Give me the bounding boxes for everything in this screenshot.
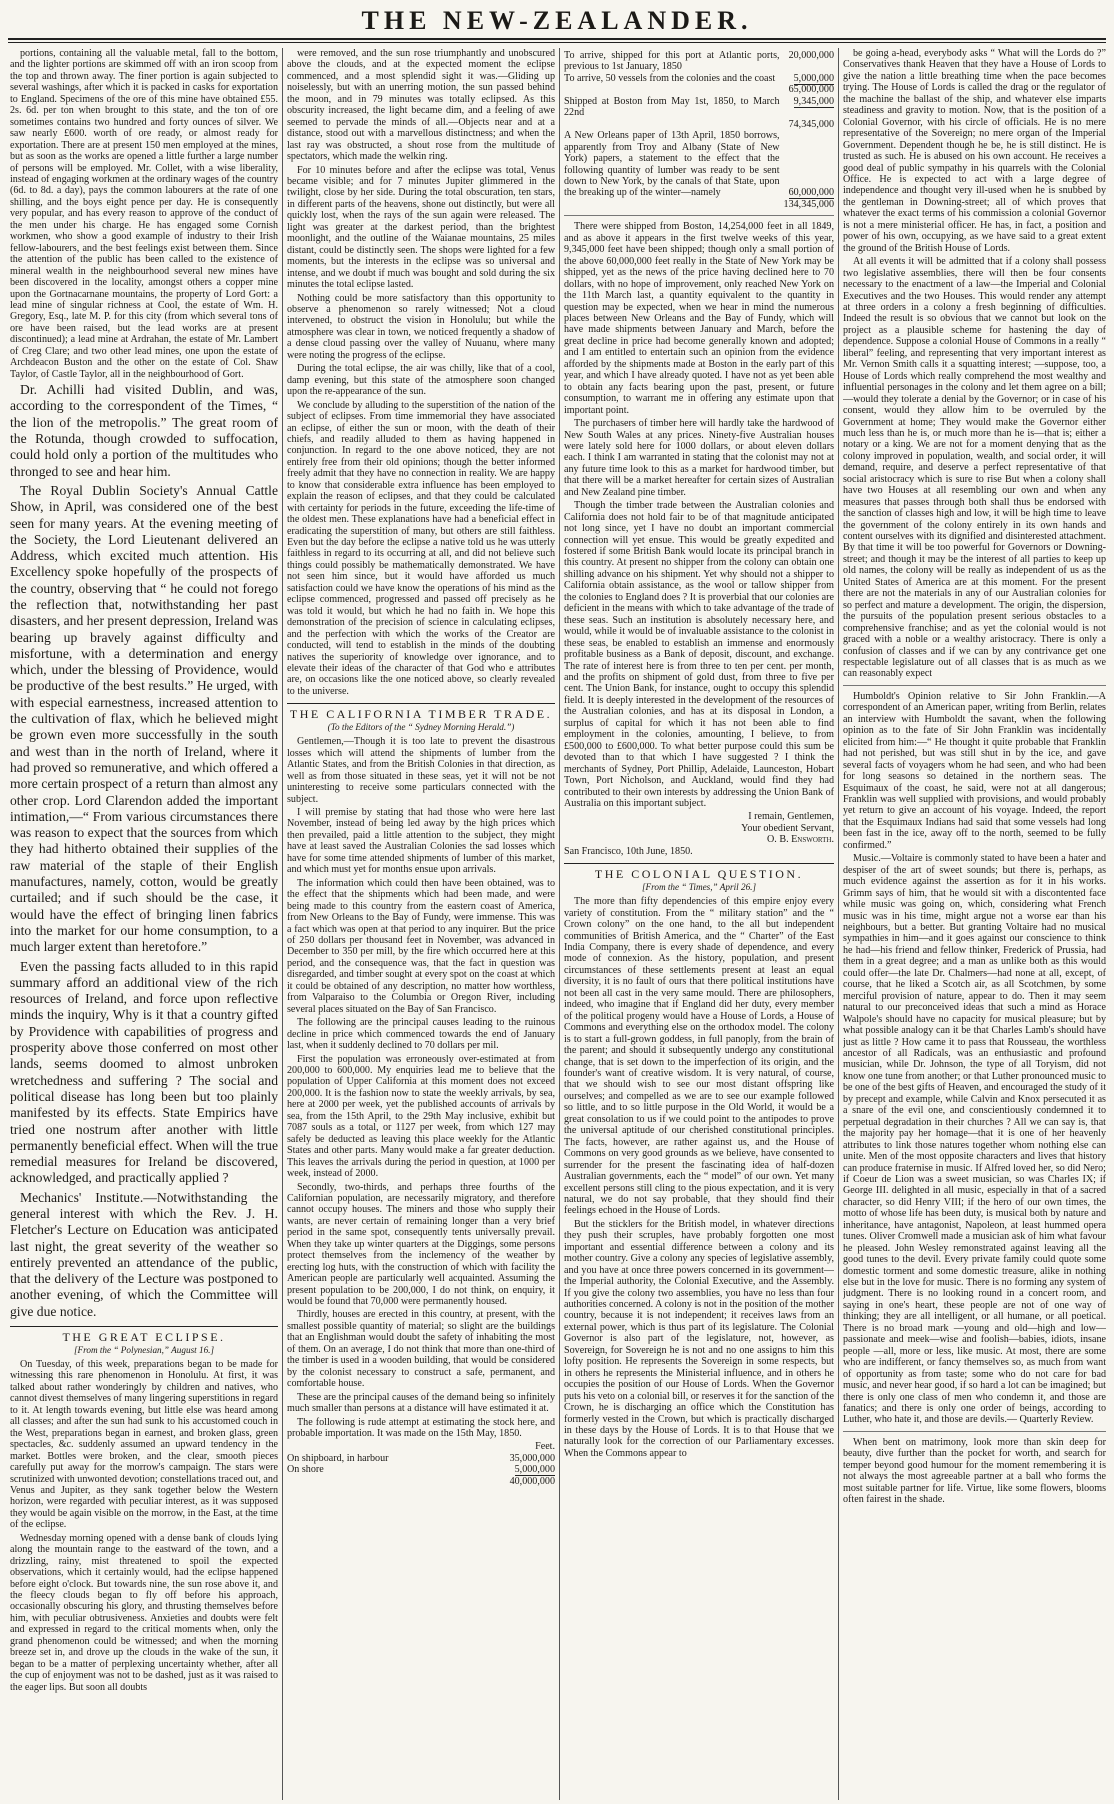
article-paragraph: Gentlemen,—Though it is too late to prevent the disastrous losses which will attend the shipments of lumber from the Atlantic States, and from the British Colonies in that direction, as well as from those situated in these seas, yet it will not be not uninteresting to receive some particulars connected with the subject. [287, 736, 555, 805]
article-paragraph: But the sticklers for the British model, in whatever directions they push their scruples, have probably forgotten one most important and essential difference between a colony and its mother country. Give a colony any species of legislative assembly, and you have at once three powers concerned in its government—the Imperial authority, the Colonial Executive, and the Assembly. If you give the colony two assemblies, you have no less than four authorities concerned. A colony is not in the position of the mother country, because it is not independent; it receives laws from an external power, which is thus part of its legislature. The Colonial Governor is also part of the legislature, not, however, as Sovereign, for Sovereign he is not and no one assigns to him this lofty position. He represents the Sovereign in some respects, but in others he represents the Ministerial influence, and in others he occupies the position of our House of Lords. When the Governor puts his veto on a colonial bill, or reserves it for the sanction of the Crown, he is discharging an office which the Constitution has formerly vested in the Crown, but which is practically discharged in these days by the House of Lords. It is to that House that we naturally look for the correction of our Parliamentary excesses. When the Commons appear to [564, 1218, 834, 1459]
divider [843, 1431, 1106, 1432]
article-paragraph: were removed, and the sun rose triumphantly and unobscured above the clouds, and at the expected moment the eclipse commenced, and a most splendid sight it was.—Gliding up noiselessly, but with an unerring motion, the sun passed behind the moon, and in 79 minutes was totally eclipsed. As this obscurity increased, the light became dim, and a feeling of awe seemed to pervade the minds of all.—Objects near and at a distance, stood out with a marvellous distinctness; and when the last ray was obstructed, a shout rose from the multitude of spectators, which made the welkin ring. [287, 48, 555, 163]
article-paragraph: Music.—Voltaire is commonly stated to have been a hater and despiser of the art of sweet sounds; but there is, perhaps, as much evidence against the assertion as for it in his works. Grimm says of him, that he would sit with a discontented face while music was going on, which, considering what French music was in his time, might argue not a worse ear than his neighbours, but a better. But granting Voltaire had no musical sympathies in him—and it goes against our conscience to think he had—his friend and fellow thinker, Frederick of Prussia, had them in a great degree; and a man as unlike both as this would could offer—the late Dr. Chalmers—had none at all, except, of course, that he liked a Scotch air, as all Scotchmen, by some merciful provision of nature, appear to do. Then it may seem natural to our preconceived ideas that such a mind as Horace Walpole's should have no capacity for musical pleasure; but by what possible analogy can it be that Charles Lamb's should have just as little ? How came it to pass that Rousseau, the worthless ancestor of all Radicals, was an enthusiastic and profound musician, while Dr. Johnson, the type of all Toryism, did not know one tune from another; or that Luther pronounced music to be one of the best gifts of Heaven, and encouraged the study of it by precept and example, while Calvin and Knox persecuted it as a snare of the evil one, and conscientiously condemned it to perpetual degradation in their churches ? All we can say is, that the majority pay her homage—that it is one of her heavenly attributes to link those natures together whom nothing else can unite. Men of the most opposite characters and lives that history can produce fraternise in music. If Alfred loved her, so did Nero; if Coeur de Lion was a sweet musician, so was Charles IX; if George III. delighted in all music, especially in that of a sacred character, so did Henry VIII; if the hero of our own times, the motto of whose life has been duty, is musical both by nature and inheritance, have antagonist, Napoleon, at least hummed opera tunes. Oliver Cromwell made a musician ask of him what favour he pleased. John Wesley remonstrated against leaving all the good tunes to the devil. Every private family could quote some domestic torment and some domestic treasure, alike in nothing else but in the love for music. There is no forming any system of judgment. There is no looking round in a concert room, and saying in one's heart, these people are not of one way of thinking; they are all intelligent, or all humane, or all poetical. There is no broad mark —young and old—high and low—passionate and meek—wise and foolish—babies, idiots, insane people —all, more or less, like music. At most, there are some who are indifferent, or fancy themselves so, as much from want of opportunity as from taste; some who do not care for bad music, and never hear good, if so hard a lot can be imagined; but there is only one class of men who condemn it, and those are fanatics; and there is only one order of beings, according to Luther, who hate it, and those are devils.— Quarterly Review. [843, 853, 1106, 1426]
article-paragraph: There were shipped from Boston, 14,254,000 feet in all 1849, and as above it appears in the first twelve weeks of this year, 9,345,000 feet have been shipped; though only a small portion of the above 60,000,000 feet really in the State of New York may be shipped, yet as the news of the price having declined here to 70 dollars, with no hope of improvement, only reached New York on the 11th March last, a quantity equivalent to the quantity in question may be expected, when we hear in mind the numerous places between New Orleans and the Bay of Fundy, which will have made shipments between January and March, before the great decline in price had become generally known and adopted; and I am entitled to entertain such an opinion from the evidence afforded by the shipments made at Boston in the early part of this year, and which I have already quoted. I have not as yet been able to obtain any facts bearing upon the past, present, or future consumption, to warrant me in offering any estimate upon that important point. [564, 221, 834, 416]
row-value: 5,000,000 [514, 1464, 555, 1476]
summary-section [10, 382, 278, 1320]
table-row [564, 130, 834, 199]
article-title-timber: THE CALIFORNIA TIMBER TRADE. [287, 703, 555, 720]
row-label: On shipboard, in harbour [287, 1452, 389, 1464]
article-paragraph: Mechanics' Institute.—Notwithstanding the general interest with which the Rev. J. H. Fletcher's Lecture on Education was anticipated last night, the great severity of the weather so entirely prevented an attendance of the public, that the delivery of the Lecture was postponed to another evening, of which the Committee will give due notice. [10, 1189, 278, 1319]
article-paragraph: These are the principal causes of the demand being so infinitely much smaller than persons at a distance will have estimated it at. [287, 1391, 555, 1415]
table-row [287, 1441, 555, 1452]
article-paragraph: For 10 minutes before and after the eclipse was total, Venus became visible; and for 7 minutes Jupiter glimmered in the twilight, close by her side. During the total obscuration, ten stars, in different parts of the heavens, shone out distinctly, but were all quickly lost, when the rays of the sun again were released. The light was greater at the darkest period, than the brightest moonlight, and the outline of the Waianae mountains, 25 miles distant, could be distinctly seen. The shops were lighted for a few moments, but the interests in the eclipse was so universal and intense, and we doubt if much was bought and sold during the six minutes the total eclipse lasted. [287, 164, 555, 291]
masthead-rule-thin [8, 42, 1106, 43]
row-subtotal: 65,000,000 [788, 84, 834, 96]
column-divider [838, 48, 839, 1800]
divider [564, 215, 834, 216]
article-paragraph: The information which could then have been obtained, was to the effect that the shipments which had been made, and were being made to this country from the eastern coast of America, from New Orleans to the Bay of Fundy, were immense. This was a fact which was open at that period to any inquirer. But the price of 250 dollars per thousand feet in November, was advanced in December to 350 per mill, by the fire which occurred here at this period, and the consequence was, that the fact in question was disregarded, and timber sought at every spot on the coast at which it could be obtained of any description, no matter how worthless, from Valparaiso to the Columbia or Oregon River, including several places situated on the Bay of San Francisco. [287, 877, 555, 1015]
signature-line: Your obedient Servant, [741, 822, 834, 834]
article-paragraph: Nothing could be more satisfactory than this opportunity to observe a phenomenon so rarely witnessed; Not a cloud intervened, to obstruct the vision in Honolulu; but while the atmosphere was clear in town, we noticed frequently a shadow of a dense cloud passing over the valley of Nuuanu, where many were noting the progress of the eclipse. [287, 292, 555, 361]
row-total: 134,345,000 [783, 198, 834, 210]
row-subtotal: 74,345,000 [788, 118, 834, 130]
row-value: 35,000,000 [509, 1452, 555, 1464]
article-paragraph: The following is rude attempt at estimating the stock here, and probable importation. It was made on the 15th May, 1850. [287, 1416, 555, 1440]
row-label: On shore [287, 1464, 324, 1476]
table-row [287, 1464, 555, 1475]
row-label: Shipped at Boston from May 1st, 1850, to March 22nd [564, 95, 780, 119]
article-paragraph: Wednesday morning opened with a dense bank of clouds lying along the mountain range to the eastward of the town, and a drizzling, rainy, mist threatened to spoil the expected observations, which it certainly would, had the eclipse happened before eight o'clock. But towards nine, the sun rose above it, and the fleecy clouds began to fly off before his approach, occasionally obscuring his glory, and thrusting themselves before him, with peculiar obtrusiveness. Anxieties and doubts were felt and expressed in regard to the critical moments when, only the grand phenomenon could be witnessed; and when the morning breeze set in, and drove up the clouds in the wake of the sun, it began to be a matter of perplexing uncertainty whether, after all the cup of enjoyment was not to be dashed, just as it was raised to the eager lips. But soon all doubts [10, 1532, 278, 1693]
masthead: THE NEW-ZEALANDER. [361, 6, 753, 35]
column-divider [559, 48, 560, 1800]
timber-arrivals-table [564, 50, 834, 210]
article-paragraph: When bent on matrimony, look more than skin deep for beauty, dive further than the pocket for worth, and search for temper beyond good humour for the moment remembering it is not always the most agreeable partner at a ball who forms the most suitable partner for life. Virtue, like some flowers, blooms often fairest in the shade. [843, 1436, 1106, 1506]
table-row [564, 84, 834, 95]
article-source: [From the “ Polynesian,” August 16.] [73, 1344, 215, 1355]
article-paragraph: We conclude by alluding to the superstition of the nation of the subject of eclipses. From time immemorial they have associated an eclipse, of either the sun or moon, with the death of their chiefs, and readily alluded to them as having happened in conjunction. In regard to the one above noticed, they are not entirely free from their old opinions; though the better informed freely admit that they have no connection in reality. We are happy to know that considerable extra influence has been employed to explain the reason of eclipses, and that they could be calculated with certainty for periods in the future, exceeding the life-time of the oldest men. These explanations have had a beneficial effect in eradicating the superstition of many, but others are still faithless. Even but the day before the eclipse a native told us he was utterly faithless in regard to its occurring at all, and did not believe such things could possibly be mathematically demonstrated. We have not seen him since, but it would have afforded us much satisfaction could we have know the operations of his mind as the eclipse commenced, progressed and passed off precisely as he was told it would, but which he had no faith in. We hope this demonstration of the precision of science in calculating eclipses, and the perfection with which the works of the Creator are conducted, will tend to establish in the minds of the doubting natives the superiority of knowledge over ignorance, and to elevate their ideas of the character of that God who e attributes are, on occasions like the one noticed above, so clearly revealed to the universe. [287, 399, 555, 697]
article-paragraph: On Tuesday, of this week, preparations began to be made for witnessing this rare phenomenon in Honolulu. At first, it was talked about rather wonderingly by children and natives, who cannot divest themselves of many lingering superstitions in regard to it. At length towards evening, but little else was heard among all classes; and after the sun had sunk to his accustomed couch in the West, preparations began in earnest, and broken glass, green spectacles, &c. suddenly assumed an upward tendency in the market. Bottles were broken, and the clear, smooth pieces carefully put away for the morrow's campaign. The stars were scrutinized with unwonted devotion; constellations traced out, and Venus and Jupiter, as they sank together below the Western horizon, were regarded with peculiar interest, as it was supposed they would be again visible on the morrow, in the East, at the time of the eclipse. [10, 1358, 278, 1531]
article-title-colonial: THE COLONIAL QUESTION. [564, 863, 834, 880]
row-value: 5,000,000 [793, 72, 834, 84]
row-label: To arrive, 50 vessels from the colonies and the coast [564, 72, 776, 84]
article-source: [From the “ Times,” April 26.] [641, 881, 757, 892]
table-row [287, 1476, 555, 1487]
table-row [564, 73, 834, 84]
article-source: (To the Editors of the “ Sydney Morning Herald.”) [327, 721, 515, 732]
table-row [564, 50, 834, 73]
table-row [564, 96, 834, 119]
article-paragraph: Dr. Achilli had visited Dublin, and was, according to the correspondent of the Times, “ the lion of the metropolis.” The great room of the Rotunda, though crowded to suffocation, could hold only a portion of the multitudes who thronged to see and hear him. [10, 382, 278, 479]
column-1 [10, 48, 278, 1798]
article-paragraph: The purchasers of timber here will hardly take the hardwood of New South Wales at any prices. Ninety-five Australian houses were lately sold here for 1000 dollars, or about eleven dollars each. I think I am warranted in stating that the colonist may not at any future time look to this as a market for hardwood timber, but that there will be a market hereafter for certain sizes of Australian and New Zealand pine timber. [564, 418, 834, 498]
row-value: 20,000,000 [788, 50, 834, 61]
article-paragraph: portions, containing all the valuable metal, fall to the bottom, and the lighter portions are skimmed off with an iron scoop from the top and thrown away. The finer portion is again subjected to several washings, after which it is packed in casks for exportation to England. Specimens of the ore of this mine have obtained £55. 2s. 6d. per ton when brought to this state, and the ton of ore sometimes contains two hundred and forty ounces of silver. We saw nearly £600. worth of ore ready, or almost ready for exportation. There are at present 150 men employed at the mines, but as soon as the works are opened a little further a large number of persons will be employed. Mr. Collet, with a wise liberality, instead of engaging workmen at the ordinary wages of the country (6d. to 8d. a day), pays the common labourers at the rate of one shilling, and the boys eight pence per day. He is consequently very popular, and has every reason to approve of the conduct of the men under his charge. He has engaged some Cornish workmen, who show a good example of industry to their Irish fellow-labourers, and the best feelings exist between them. Since the attention of the public has been called to the existence of mineral wealth in the neighbourhood several new mines have been discovered in the locality, amongst others a copper mine upon the Gortnacarnane mountains, the property of Lord Gort: a lead mine of singular richness at Cool, the estate of Wm. H. Gregory, Esq., late M. P. for this city (from which several tons of ore have been raised, but the lead works are at present discontinued); a lead mine at Ardrahan, the estate of Mr. Lambert of Creg Clare; and two other lead mines, one upon the estate of Archdeacon Buston and the other on the estate of Col. Shaw Taylor, of Castle Taylor, all in the neighbourhood of Gort. [10, 48, 278, 380]
article-paragraph: Though the timber trade between the Australian colonies and California does not hold fair to be of that magnitude anticipated not long since, yet I have no doubt an important commercial connection will yet ensue. This would be greatly expedited and fostered if some British Bank would locate its principal branch in this country. At present no shipper from the colony can obtain one shilling advance on his shipment. Yet why should not a shipper to California obtain assistance, as the wool or tallow shipper from the colonies to England does ? It is proverbial that our colonies are deficient in the means with which to take advantage of the trade of these seas. Such an institution is absolutely necessary here, and would, while it would be of invaluable assistance to the colonist in these seas, be enabled to establish an immense and enormously profitable business as a Bank of deposit, discount, and exchange. The rate of interest here is from three to ten per cent. per month, and the profits on shipment of gold dust, from three to five per cent. The Union Bank, for instance, ought to occupy this splendid field. It is deeply interested in the development of the resources of the Australian colonies, and has at its disposal in London, a surplus of capital for which it has not been able to find employment in the colonies, amounting, I believe, to from £500,000 to £600,000. To what better purpose could this sum be devoted than to that which I have suggested ? I think the merchants of Sydney, Port Phillip, Adelaide, Launceston, Hobart Town, Port Nicholson, and Auckland, would find they had contributed to their own interests by addressing the Union Bank of Australia on this important subject. [564, 500, 834, 809]
column-4 [843, 48, 1106, 1798]
row-value: 9,345,000 [793, 95, 834, 107]
signature-name: O. B. Ensworth. [767, 834, 834, 846]
signature-line: I remain, Gentlemen, [748, 811, 834, 823]
article-paragraph: I will premise by stating that had those who were here last November, instead of being led away by the high prices which then prevailed, paid a little attention to the subject, they might have at least saved the Australian Colonies the sad losses which have for some time attended shipments of lumber of this market, and which must yet for months ensue upon arrivals. [287, 807, 555, 876]
article-paragraph: Secondly, two-thirds, and perhaps three fourths of the Californian population, are necessarily migratory, and therefore cannot occupy houses. The miners and those who supply their wants, are never certain of remaining longer than a very brief period in the same spot, consequently tents universally prevail. When they take up winter quarters at the Diggings, some persons protect themselves from the inclemency of the weather by erecting log huts, with the construction of which with facility the American people are particularly well acquainted. Assuming the present population to be 200,000, I do not think, on enquiry, it would be found that 70,000 were permanently housed. [287, 1181, 555, 1308]
row-label: To arrive, shipped for this port at Atlantic ports, previous to 1st January, 1850 [564, 50, 780, 73]
article-paragraph: The Royal Dublin Society's Annual Cattle Show, in April, was considered one of the best seen for many years. At the evening meeting of the Society, the Lord Lieutenant delivered an Address, which excited much attention. His Excellency spoke hopefully of the prospects of the country, observing that “ he could not forego the reflection that, notwithstanding her past disasters, and her present depression, Ireland was bearing up bravely against difficulty and misfortune, with a determination and energy which, under the blessing of Providence, would be productive of the best results.” He urged, with with especial earnestness, increased attention to the cultivation of flax, which he believed might be grown even more successfully in the south and west than in the north of Ireland, where it had proved so remunerative, and which offered a more certain prospect of a return than almost any other crop. Lord Clarendon added the important intimation,—“ From various circumstances there was reason to expect that the sources from which they had hitherto obtained their supplies of the raw material of the staple of their English manufactures, namely, cotton, would be greatly curtailed; and if such should be the case, it would have the effect of bringing linen fabrics into the market for our home consumption, to a much larger extent than heretofore.” [10, 482, 278, 955]
article-paragraph: Thirdly, houses are erected in this country, at present, with the smallest possible quantity of material; so slight are the buildings that an Englishman would doubt the safety of inhabiting the most of them. On an average, I do not think that more than one-third of the timber is used in a wooden building, that would be considered by the colonist necessary to construct a safe, permanent, and comfortable house. [287, 1309, 555, 1390]
article-paragraph: At all events it will be admitted that if a colony shall possess two legislative assemblies, there will then be four consents necessary to the enactment of a law—the Imperial and Colonial Executives and the two Houses. This would render any attempt at three orders in a colony a fresh beginning of difficulties. Indeed the result is so obvious that we cannot but look on the project as a plausible scheme for hastening the day of dependence. Suppose a colonial House of Commons in a really “ liberal” feeling, and representing that very important interest as Mr. Vernon Smith calls it a squatting interest; —suppose, too, a House of Lords which really comprehend the most wealthy and influential personages in the colony and let them agree on a bill;—would they tolerate a denial by the Governor; or in case of his consent, would they allow him to be overruled by the Government at home; They would make the Governor either much less than he is, or much more than he is—that is; either a notary or a king. We are not for a moment denying that as the colony improved in population, wealth, and social order, it will demand, require, and deserve a perfect representative of that social aristocracy which is sure to rise But when a colony shall have two Houses at all resembling our own and when any measures that passes through both shall thus be endorsed with the sanction of classes high and low, it will be high time to leave the government of the colony entirely in its own hands and content ourselves with its dignified and disinterested attachment. By that time it will be too powerful for Governors or Downing-street; and though it may be the interest of all parties to keep up old names, the colony will be really as independent of us as the United States of America are at this moment. For the present there are not the materials in any of our Australian colonies for so perfect and mature a development. The origin, the dispersion, the pursuits of the population present serious obstacles to a comprehensive franchise; and as yet the colonial would is not graced with a noble or a wealthy aristocracy. There is only a confusion of classes and if we can by any contrivance get one respectable legislature out of all classes that is as much as we can reasonably expect [843, 256, 1106, 680]
table-row [564, 119, 834, 130]
article-paragraph: Humboldt's Opinion relative to Sir John Franklin.—A correspondent of an American paper, writing from Berlin, relates an interview with Humboldt the savant, when the following opinion as to the fate of Sir John Franklin was incidentally elicited from him:—“ He thought it quite probable that Franklin had not perished, but was still shut in by the ice, and gave several facts of voyagers whom he had seen, and who had been for long seasons so detained in the northern seas. The Esquimaux of the coast, he said, were not at all dangerous; Franklin was well supplied with provisions, and would probably yet return to give an account of his voyage. Indeed, the report that the Esquimaux Indians had said that some vessels had long been fast in the ice, away off to the north, seemed to be fully confirmed.” [843, 690, 1106, 851]
row-value: 60,000,000 [788, 187, 834, 199]
article-paragraph: The more than fifty dependencies of this empire enjoy every variety of constitution. From the “ military station” and the “ Crown colony” on the one hand, to the all but independent communities of British America, and the “ Charter” of the East India Company, there is every shade of dependence, and every mode of connexion. As the history, population, and present circumstances of these settlements present at least an equal diversity, it is no fault of ours that there political institutions have not been all cast in the very same mould. There are philosophers, indeed, who imagine that if England did her duty, every member of the political progeny would have a House of Lords, a House of Commons and everything else on the orthodox model. The colony is to start a full-grown goddess, in full panoply, from the brain of the parent; and should it subsequently undergo any constitutional change, that is set down to the imperfection of its origin, and the founder's want of creative wisdom. It is very natural, of course, that we should wish to see our most distant offspring like ourselves; and compelled as we are to see our example followed so little, and to so little purpose in the Old World, it would be a great consolation to us if we could point to the antipodes to prove the universal aptitude of our cherished constitutional principles. The facts, however, are rather against us, and the House of Commons on very good grounds as we believe, have consented to surrender for the present the fascinating idea of half-dozen Australian governments, each the “ model” of our own. Yet many excellent persons still cling to the pious expectation, and it is very natural, we do not say probable, that they should find their feelings echoed in the House of Lords. [564, 896, 834, 1217]
article-paragraph: The following are the principal causes leading to the ruinous decline in price which commenced towards the end of January last, when it suddenly declined to 70 dollars per mil. [287, 1017, 555, 1052]
timber-stock-table [287, 1441, 555, 1487]
masthead-rule [8, 38, 1106, 40]
column-divider [282, 48, 283, 1800]
dateline: San Francisco, 10th June, 1850. [564, 845, 693, 857]
article-title-eclipse: THE GREAT ECLIPSE. [10, 1326, 278, 1343]
row-total: 40,000,000 [509, 1475, 555, 1487]
article-paragraph: First the population was erroneously over-estimated at from 200,000 to 600,000. My enquiries lead me to believe that the population of Upper California at this moment does not exceed 200,000. It is the fashion now to state the weekly arrivals, by sea, here at 2000 per week, yet the published accounts of arrivals by sea, from the 15th April, to the 29th May inclusive, exhibit but 7087 souls as a total, or 1127 per week, from which 127 may safely be deducted as leaving this place weekly for the Atlantic States and other parts. Many would make a far greater deduction. This leaves the arrivals during the period in question, at 1000 per week, instead of 2000. [287, 1053, 555, 1180]
divider [843, 685, 1106, 686]
unit-header: Feet. [535, 1441, 555, 1453]
table-row [287, 1453, 555, 1464]
article-paragraph: be going a-head, everybody asks “ What will the Lords do ?” Conservatives thank Heaven that they have a House of Lords to give the nation a little breathing time when the pace becomes trying. The House of Lords is called the drag or the regulator of the machine the ballast of the ship, and whatever else imparts steadiness and gravity to motion. Now, that is the position of a Colonial Governor, with his circle of officials. He is no mere representative of the Sovereign; no mere organ of the Imperial Government. Dependent though he be, he is still distinct. He is trusted as such. He is abused on his own account. He receives a good deal of public sympathy in his quarrels with the Colonial Office. He is expected to act with a large degree of independence and thought very ill-used when he is snubbed by the gentleman in Downing-street; all of which proves that whatever the exact terms of his commission a colonial Governor is not a mere ministerial officer. He has, in fact, a position and power of his own, occupying, as we have said to a great extent the ground of the British House of Lords. [843, 48, 1106, 254]
column-3 [564, 48, 834, 1798]
row-label: A New Orleans paper of 13th April, 1850 borrows, apparently from Troy and Albany (State of New York) papers, a statement to the effect that the following quantity of lumber was ready to be sent down to New York, by the canals of that State, upon the breaking up of the winter—namely [564, 130, 780, 199]
article-paragraph: Even the passing facts alluded to in this rapid summary afford an additional view of the rich resources of Ireland, and force upon reflective minds the inquiry, Why is it that a country gifted by Providence with capabilities of progress and prosperity above those conferred on most other lands, seems doomed to almost unbroken wretchedness and suffering ? The social and political disease has long been but too plainly manifested by its effects. State Empirics have tried one nostrum after another with little permanently beneficial effect. When will the true remedial measures for Ireland be discovered, acknowledged, and practically applied ? [10, 958, 278, 1186]
column-2 [287, 48, 555, 1798]
table-row [564, 199, 834, 210]
article-paragraph: During the total eclipse, the air was chilly, like that of a cool, damp evening, but this state of the atmosphere soon changed upon the re-appearance of the sun. [287, 363, 555, 398]
